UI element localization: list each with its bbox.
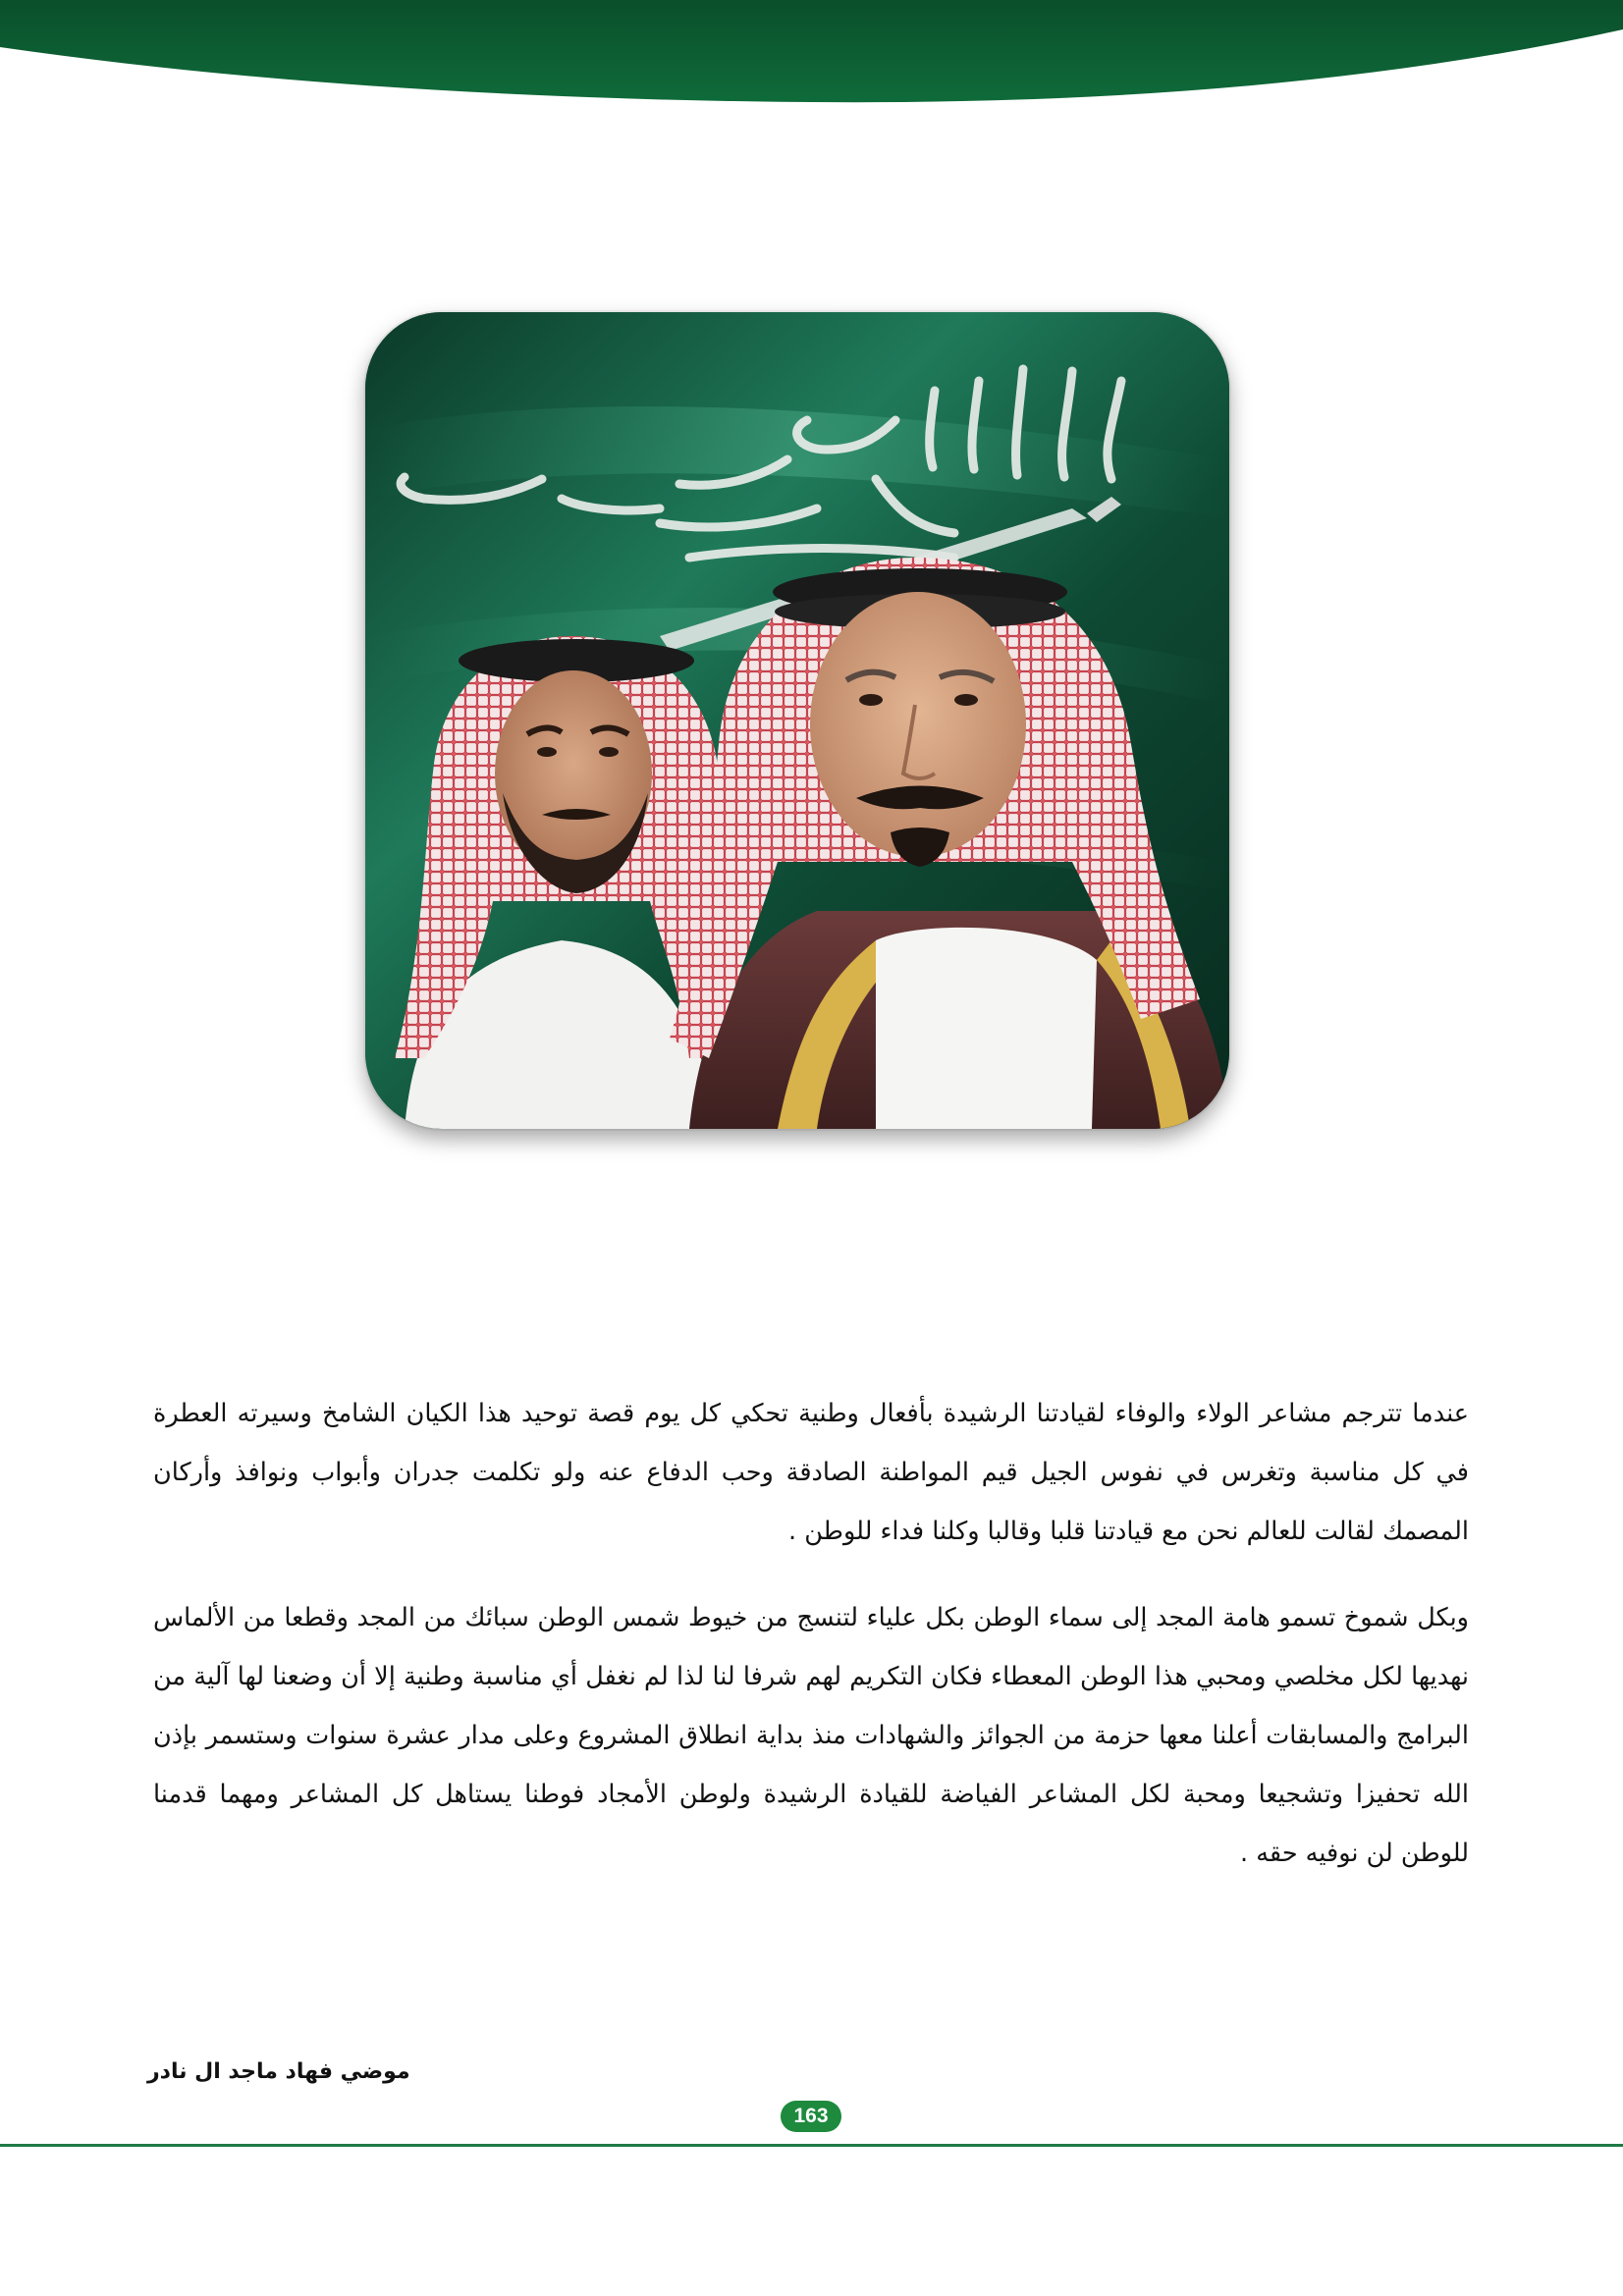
footer-divider xyxy=(0,2144,1623,2147)
top-banner xyxy=(0,0,1623,108)
leaders-portrait-image xyxy=(365,312,1229,1129)
page-number-badge: 163 xyxy=(781,2101,841,2132)
paragraph-1: عندما تترجم مشاعر الولاء والوفاء لقيادتنا الرشيدة بأفعال وطنية تحكي كل يوم قصة توحيد هذا الكيان الشامخ وسيرته العطرة في كل مناسبة وتغرس في نفوس الجيل قيم المواطنة الصادقة وحب الدفاع عنه ولو تكلمت جدران وأبواب ونوافذ وأركان المصمك لقالت للعالم نحن مع قيادتنا قلبا وقالبا وكلنا فداء للوطن . xyxy=(153,1399,1469,1546)
author-name: موضي فهاد ماجد ال نادر xyxy=(147,2059,410,2084)
paragraph-2: وبكل شموخ تسمو هامة المجد إلى سماء الوطن بكل علياء لتنسج من خيوط شمس الوطن سبائك من المجد وقطعا من الألماس نهديها لكل مخلصي ومحبي هذا الوطن المعطاء فكان التكريم لهم شرفا لنا لذا لم نغفل أي مناسبة وطنية إلا أن وضعنا لها آلية من البرامج والمسابقات أعلنا معها حزمة من الجوائز والشهادات منذ بداية انطلاق المشروع وعلى مدار عشرة سنوات وستسمر بإذن الله تحفيزا وتشجيعا ومحبة لكل المشاعر الفياضة للقيادة الرشيدة ولوطن الأمجاد فوطنا يستاهل كل المشاعر ومهما قدمنا للوطن لن نوفيه حقه . xyxy=(153,1603,1469,1868)
